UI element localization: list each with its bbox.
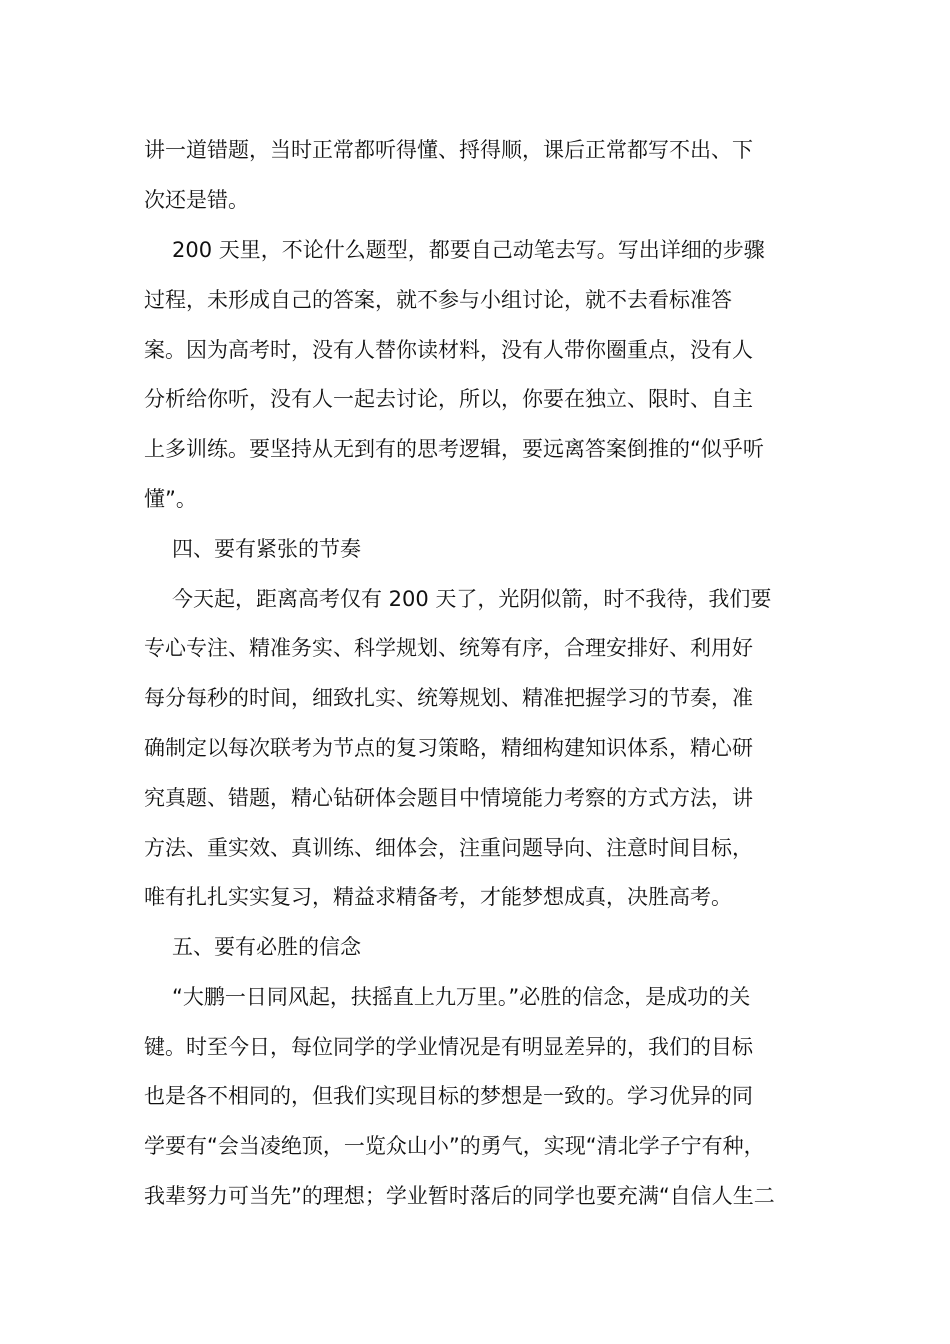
text-line: 次还是错。	[144, 188, 249, 212]
text-line: 究真题、错题，精心钻研体会题目中情境能力考察的方式方法，讲	[144, 786, 753, 810]
text-line: 懂”。	[144, 487, 197, 511]
paragraph-start-line: 今天起，距离高考仅有 200 天了，光阴似箭，时不我待，我们要	[172, 587, 772, 611]
text-line: 键。时至今日，每位同学的学业情况是有明显差异的，我们的目标	[144, 1035, 753, 1059]
text-line: 确制定以每次联考为节点的复习策略，精细构建知识体系，精心研	[144, 736, 753, 760]
text-line: 上多训练。要坚持从无到有的思考逻辑，要远离答案倒推的“似乎听	[144, 437, 764, 461]
text-line: 也是各不相同的，但我们实现目标的梦想是一致的。学习优异的同	[144, 1084, 753, 1108]
paragraph-start-line: 200 天里，不论什么题型，都要自己动笔去写。写出详细的步骤	[172, 238, 765, 262]
text-line: 学要有“会当凌绝顶，一览众山小”的勇气，实现“清北学子宁有种，	[144, 1134, 765, 1158]
text-line: 唯有扎扎实实复习，精益求精备考，才能梦想成真，决胜高考。	[144, 885, 732, 909]
text-line: 讲一道错题，当时正常都听得懂、捋得顺，课后正常都写不出、下	[144, 138, 753, 162]
section-heading-5: 五、要有必胜的信念	[172, 935, 361, 959]
text-line: 每分每秒的时间，细致扎实、统筹规划、精准把握学习的节奏，准	[144, 686, 753, 710]
text-line: 我辈努力可当先”的理想；学业暂时落后的同学也要充满“自信人生二	[144, 1184, 775, 1208]
paragraph-start-line: “大鹏一日同风起，扶摇直上九万里。”必胜的信念，是成功的关	[172, 985, 751, 1009]
text-line: 专心专注、精准务实、科学规划、统筹有序，合理安排好、利用好	[144, 636, 753, 660]
text-line: 过程，未形成自己的答案，就不参与小组讨论，就不去看标准答	[144, 288, 732, 312]
text-line: 分析给你听，没有人一起去讨论，所以，你要在独立、限时、自主	[144, 387, 753, 411]
text-line: 案。因为高考时，没有人替你读材料，没有人带你圈重点，没有人	[144, 338, 753, 362]
section-heading-4: 四、要有紧张的节奏	[172, 537, 361, 561]
text-line: 方法、重实效、真训练、细体会，注重问题导向、注意时间目标，	[144, 836, 753, 860]
